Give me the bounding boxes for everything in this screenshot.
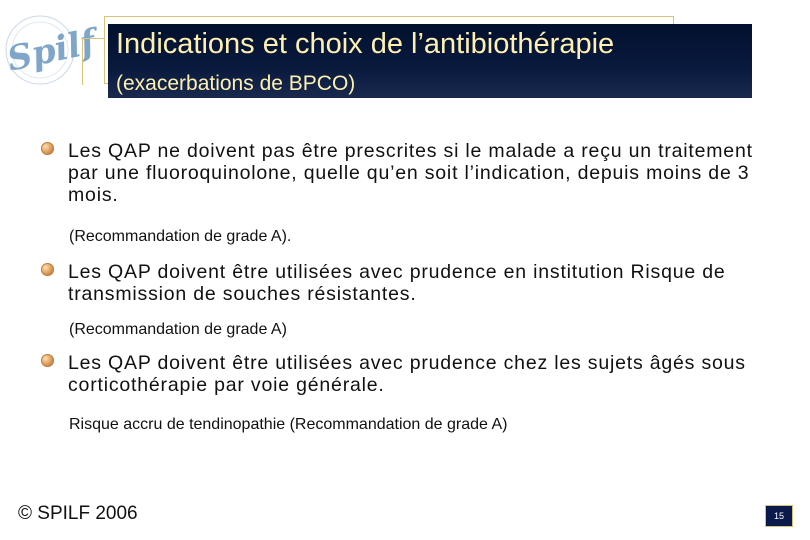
bullet-icon (41, 263, 54, 276)
slide-title: Indications et choix de l’antibiothérapie (116, 28, 615, 60)
bullet-note-3: Risque accru de tendinopathie (Recommandation de grade A) (69, 416, 508, 433)
bullet-text-3: Les QAP doivent être utilisées avec prudence chez les sujets âgés sous corticothérapie par voie générale. (68, 352, 746, 396)
bullet-text-2: Les QAP doivent être utilisées avec prudence en institution Risque de transmission de souches résistantes. (68, 261, 726, 305)
page-number: 15 (765, 505, 793, 527)
bullet-note-2: (Recommandation de grade A) (69, 321, 287, 338)
bullet-icon (41, 142, 54, 155)
bullet-note-1: (Recommandation de grade A). (69, 228, 292, 245)
svg-text:Spilf: Spilf (3, 22, 99, 80)
spilf-logo (2, 8, 99, 92)
title-frame-corner (82, 38, 105, 85)
slide-subtitle: (exacerbations de BPCO) (116, 72, 356, 95)
bullet-text-1: Les QAP ne doivent pas être prescrites si le malade a reçu un traitement par une fluoroquinolone, quelle qu’en soit l’indication, depuis moins de 3 mois. (68, 140, 753, 206)
copyright-footer: © SPILF 2006 (18, 503, 138, 524)
bullet-icon (41, 354, 54, 367)
